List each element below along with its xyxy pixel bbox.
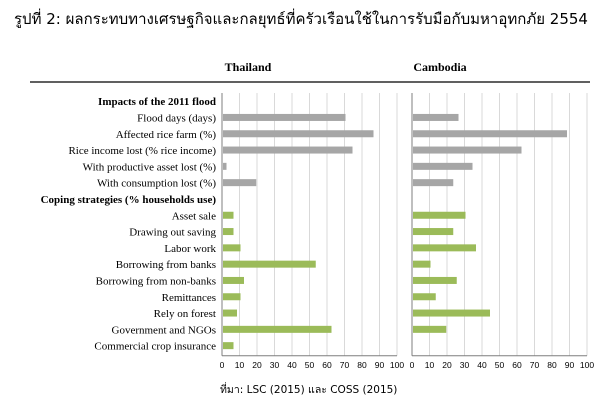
- bar-thailand-flood-days-days: [223, 114, 346, 121]
- x-tick-label: 10: [234, 359, 245, 370]
- bar-cambodia-borrowing-from-non-banks: [413, 277, 457, 284]
- category-label: Borrowing from non-banks: [95, 275, 216, 288]
- x-tick-label: 100: [579, 359, 595, 370]
- bar-cambodia-drawing-out-saving: [413, 228, 453, 235]
- bar-thailand-rely-on-forest: [223, 310, 237, 317]
- x-tick-label: 30: [269, 359, 280, 370]
- bar-thailand-with-productive-asset-lost: [223, 163, 227, 170]
- bar-cambodia-rice-income-lost-rice-income: [413, 147, 522, 154]
- bar-thailand-borrowing-from-non-banks: [223, 277, 244, 284]
- figure-title: รูปที่ 2: ผลกระทบทางเศรษฐกิจและกลยุทธ์ที่ครัวเรือนใช้ในการรับมือกับมหาอุทกภัย 2554: [14, 10, 588, 28]
- bar-thailand-affected-rice-farm: [223, 130, 374, 137]
- bar-cambodia-with-productive-asset-lost: [413, 163, 473, 170]
- panel-title-cambodia: Cambodia: [413, 60, 467, 74]
- category-label: Rely on forest: [153, 308, 216, 321]
- x-tick-label: 20: [252, 359, 262, 370]
- section-label: Coping strategies (% households use): [40, 193, 216, 206]
- x-tick-label: 60: [512, 359, 522, 370]
- category-label: Government and NGOs: [111, 324, 216, 337]
- x-tick-label: 90: [374, 359, 385, 370]
- bar-thailand-labor-work: [223, 244, 241, 251]
- bar-cambodia-rely-on-forest: [413, 310, 490, 317]
- x-tick-label: 70: [529, 359, 540, 370]
- bar-cambodia-affected-rice-farm: [413, 130, 567, 137]
- bar-thailand-rice-income-lost-rice-income: [223, 147, 353, 154]
- x-tick-label: 40: [477, 359, 487, 370]
- x-tick-label: 100: [389, 359, 405, 370]
- x-tick-label: 80: [357, 359, 367, 370]
- x-tick-label: 0: [219, 359, 225, 370]
- x-tick-label: 0: [409, 359, 415, 370]
- bar-thailand-with-consumption-lost: [223, 179, 256, 186]
- bar-thailand-drawing-out-saving: [223, 228, 234, 235]
- category-label: Commercial crop insurance: [94, 340, 216, 353]
- x-tick-label: 30: [459, 359, 470, 370]
- x-tick-label: 70: [339, 359, 350, 370]
- category-label: Affected rice farm (%): [115, 128, 216, 141]
- category-label: Flood days (days): [137, 112, 216, 125]
- x-tick-label: 50: [304, 359, 315, 370]
- category-label: Asset sale: [171, 210, 216, 223]
- category-label: Borrowing from banks: [115, 259, 216, 272]
- x-tick-label: 40: [287, 359, 297, 370]
- x-tick-label: 20: [442, 359, 452, 370]
- bar-thailand-asset-sale: [223, 212, 234, 219]
- category-label: Labor work: [164, 242, 216, 255]
- bar-thailand-remittances: [223, 293, 241, 300]
- bar-cambodia-asset-sale: [413, 212, 466, 219]
- x-tick-label: 50: [494, 359, 505, 370]
- x-tick-label: 60: [322, 359, 332, 370]
- section-label: Impacts of the 2011 flood: [98, 96, 216, 109]
- bar-cambodia-borrowing-from-banks: [413, 261, 431, 268]
- category-label: Rice income lost (% rice income): [68, 145, 216, 158]
- x-tick-label: 90: [564, 359, 575, 370]
- category-label: Remittances: [161, 291, 216, 304]
- source-note: ที่มา: LSC (2015) และ COSS (2015): [220, 384, 398, 396]
- plot-area: [41, 93, 595, 370]
- category-label: With consumption lost (%): [96, 177, 216, 190]
- panel-title-thailand: Thailand: [224, 60, 272, 74]
- bar-cambodia-government-and-ngos: [413, 326, 446, 333]
- x-tick-label: 10: [424, 359, 435, 370]
- bar-thailand-borrowing-from-banks: [223, 261, 316, 268]
- bar-cambodia-labor-work: [413, 244, 476, 251]
- x-tick-label: 80: [547, 359, 557, 370]
- category-label: Drawing out saving: [129, 226, 216, 239]
- category-label: With productive asset lost (%): [82, 161, 216, 174]
- bar-cambodia-flood-days-days: [413, 114, 459, 121]
- bar-cambodia-remittances: [413, 293, 436, 300]
- bar-thailand-commercial-crop-insurance: [223, 342, 234, 349]
- bar-cambodia-with-consumption-lost: [413, 179, 453, 186]
- bar-thailand-government-and-ngos: [223, 326, 332, 333]
